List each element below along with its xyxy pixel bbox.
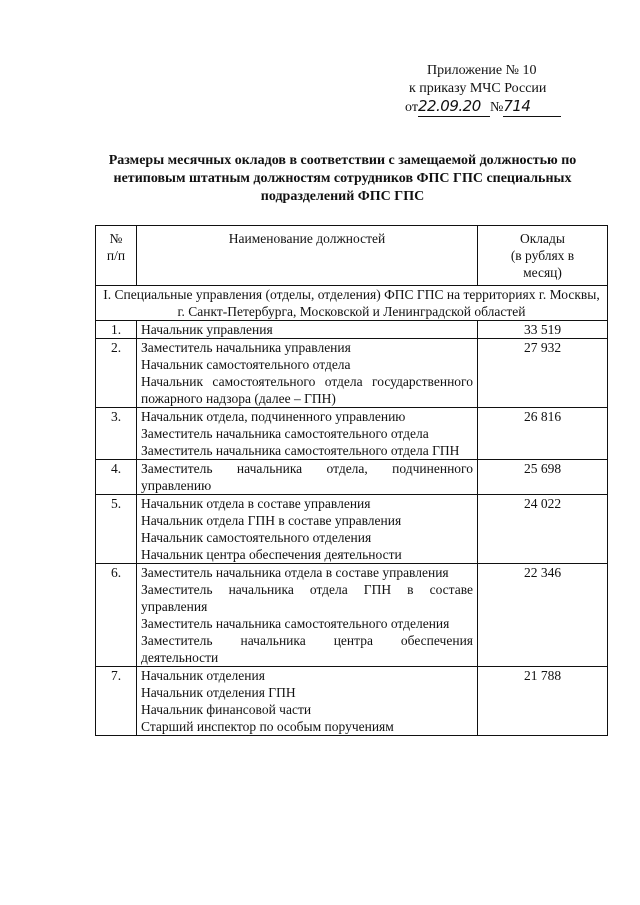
table-header-row (96, 226, 608, 286)
section-title: I. Специальные управления (отделы, отделения) ФПС ГПС на территориях г. Москвы, г. Санкт-Петербурга, Московской и Ленинградской областей (96, 286, 608, 321)
position-title: Старший инспектор по особым поручениям (141, 719, 394, 734)
salary-value: 22 346 (478, 564, 608, 667)
salary-value: 21 788 (478, 667, 608, 736)
salary-value: 33 519 (478, 321, 608, 339)
position-title: Заместитель начальника центра обеспечения деятельности (141, 633, 473, 665)
position-cell (137, 667, 478, 736)
row-number: 2. (96, 339, 137, 408)
row-number: 3. (96, 408, 137, 460)
table-row (96, 321, 608, 339)
position-cell (137, 339, 478, 408)
table-row (96, 495, 608, 564)
row-number: 5. (96, 495, 137, 564)
position-title: Заместитель начальника управления (141, 340, 351, 355)
position-title: Заместитель начальника отдела, подчиненного управлению (141, 461, 473, 493)
header-salary: Оклады (в рублях в месяц) (478, 226, 608, 286)
handwritten-number: 714 (503, 97, 531, 115)
position-title: Начальник отделения (141, 668, 265, 683)
table-row (96, 460, 608, 495)
table-row (96, 667, 608, 736)
row-number: 6. (96, 564, 137, 667)
position-cell (137, 408, 478, 460)
salary-value: 24 022 (478, 495, 608, 564)
position-cell (137, 495, 478, 564)
table-row (96, 408, 608, 460)
position-title: Заместитель начальника отдела ГПН в составе управления (141, 582, 473, 614)
position-title: Начальник самостоятельного отделения (141, 530, 372, 545)
date-prefix: от (405, 100, 418, 115)
salary-value: 26 816 (478, 408, 608, 460)
table-row (96, 339, 608, 408)
position-title: Начальник самостоятельного отдела (141, 357, 351, 372)
appendix-date-line (405, 98, 575, 117)
position-cell (137, 321, 478, 339)
appendix-block (405, 62, 575, 117)
document-title: Размеры месячных окладов в соответствии с замещаемой должностью по нетиповым штатным должностям сотрудников ФПС ГПС специальных подразделений ФПС ГПС (108, 153, 577, 204)
salary-value: 25 698 (478, 460, 608, 495)
table-body (96, 321, 608, 736)
position-title: Начальник отдела ГПН в составе управления (141, 513, 402, 528)
salary-table (95, 225, 608, 736)
position-cell (137, 564, 478, 667)
position-title: Начальник финансовой части (141, 702, 312, 717)
position-title: Начальник самостоятельного отдела государственного пожарного надзора (далее – ГПН) (141, 374, 473, 406)
section-row (96, 286, 608, 321)
position-title: Начальник управления (141, 322, 273, 337)
row-number: 7. (96, 667, 137, 736)
row-number: 4. (96, 460, 137, 495)
position-title: Начальник отдела, подчиненного управлению (141, 409, 406, 424)
position-title: Заместитель начальника самостоятельного отделения (141, 616, 450, 631)
handwritten-date: 22.09.20 (417, 97, 481, 115)
salary-value: 27 932 (478, 339, 608, 408)
table-row (96, 564, 608, 667)
position-title: Заместитель начальника отдела в составе управления (141, 565, 449, 580)
position-title: Заместитель начальника самостоятельного отдела ГПН (141, 443, 460, 458)
position-title: Заместитель начальника самостоятельного отдела (141, 426, 429, 441)
position-title: Начальник отделения ГПН (141, 685, 296, 700)
position-title: Начальник отдела в составе управления (141, 496, 371, 511)
position-cell (137, 460, 478, 495)
header-position: Наименование должностей (137, 226, 478, 286)
appendix-number: Приложение № 10 (427, 63, 537, 78)
header-num: № п/п (96, 226, 137, 286)
row-number: 1. (96, 321, 137, 339)
position-title: Начальник центра обеспечения деятельности (141, 547, 402, 562)
number-sign: № (489, 100, 504, 115)
appendix-order-ref: к приказу МЧС России (409, 81, 547, 96)
